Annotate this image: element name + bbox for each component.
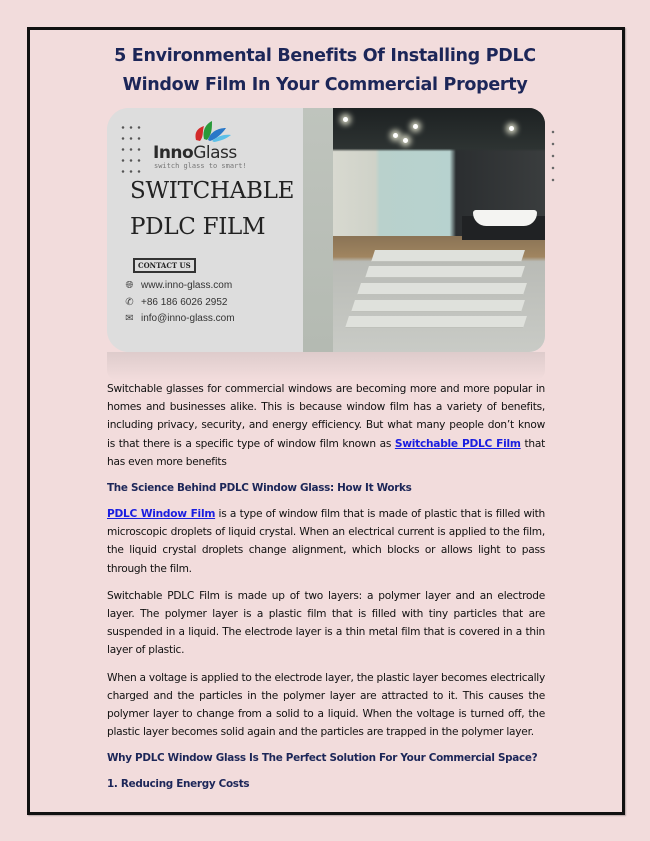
intro-text-end: that has even more benefits <box>107 437 545 468</box>
switchable-pdlc-film-link[interactable]: Switchable PDLC Film <box>394 437 521 450</box>
section-heading-why: Why PDLC Window Glass Is The Perfect Solution For Your Commercial Space? <box>107 752 538 765</box>
hero-heading-line-1: SWITCHABLE <box>130 178 295 204</box>
film-panel <box>357 283 527 295</box>
dot-pattern-decoration <box>119 122 141 178</box>
brand-name-bold: Inno <box>153 143 194 163</box>
pdlc-definition-paragraph <box>107 505 545 578</box>
contact-website <box>124 280 232 291</box>
contact-us-label: CONTACT US <box>133 258 196 273</box>
subsection-heading-energy: 1. Reducing Energy Costs <box>107 778 250 791</box>
globe-icon: 🌐︎ <box>125 280 134 291</box>
contact-email <box>124 313 235 324</box>
brand-name-regular: Glass <box>193 143 237 163</box>
ceiling-light <box>509 126 514 131</box>
brand-logo-text <box>153 143 237 163</box>
film-panel <box>365 266 525 278</box>
hero-heading-line-2: PDLC FILM <box>130 214 266 240</box>
title-line-1: 5 Environmental Benefits Of Installing PDLC <box>114 46 536 66</box>
contact-website-text: www.inno-glass.com <box>141 280 233 291</box>
ceiling-light <box>403 138 408 143</box>
film-panel <box>371 250 525 262</box>
ceiling-light <box>343 117 348 122</box>
intro-text: Switchable glasses for commercial windows are becoming more and more popular in homes and businesses alike. This is because window film has a variety of benefits, including privacy, security, and energy efficiency. But what many people don’t know is that there is a specific type of window film known as <box>107 383 545 450</box>
article-body <box>107 380 545 793</box>
sink <box>473 210 537 226</box>
film-panel <box>351 300 525 312</box>
dot-pattern-decoration-right <box>550 126 556 186</box>
pdlc-definition-text: is a type of window film that is made of plastic that is filled with microscopic droplets of liquid crystal. When an electrical current is applied to the film, the liquid crystal droplets change alignment, which blocks or allows light to pass through the film. <box>107 508 545 575</box>
phone-icon: ✆ <box>125 297 134 308</box>
intro-paragraph <box>107 380 545 471</box>
voltage-paragraph: When a voltage is applied to the electrode layer, the plastic layer becomes electrically charged and the particles in the polymer layer are attracted to it. This causes the polymer layer to change from a solid to a liquid. When the voltage is turned off, the plastic layer becomes solid again and the particles are trapped in the polymer layer. <box>107 671 545 739</box>
contact-email-text: info@inno-glass.com <box>141 313 235 324</box>
ceiling-light <box>413 124 418 129</box>
ceiling-light <box>393 133 398 138</box>
contact-phone <box>124 297 227 308</box>
title-line-2: Window Film In Your Commercial Property <box>122 75 528 95</box>
mail-icon: ✉ <box>125 313 134 324</box>
image-reflection <box>107 352 545 380</box>
document-title <box>0 42 650 100</box>
droplets-logo-icon <box>192 120 232 142</box>
film-panel <box>345 316 527 328</box>
section-heading-science: The Science Behind PDLC Window Glass: How It Works <box>107 482 412 495</box>
pdlc-panels-photo <box>333 236 545 352</box>
layers-paragraph: Switchable PDLC Film is made up of two layers: a polymer layer and an electrode layer. The polymer layer is a plastic film that is filled with tiny particles that are suspended in a liquid. The electrode layer is a thin metal film that is covered in a thin layer of plastic. <box>107 589 545 657</box>
pdlc-window-film-link[interactable]: PDLC Window Film <box>107 508 216 521</box>
hero-divider-strip <box>303 108 333 352</box>
brand-tagline: switch glass to smart! <box>154 162 247 170</box>
contact-phone-text: +86 186 6026 2952 <box>141 297 228 308</box>
